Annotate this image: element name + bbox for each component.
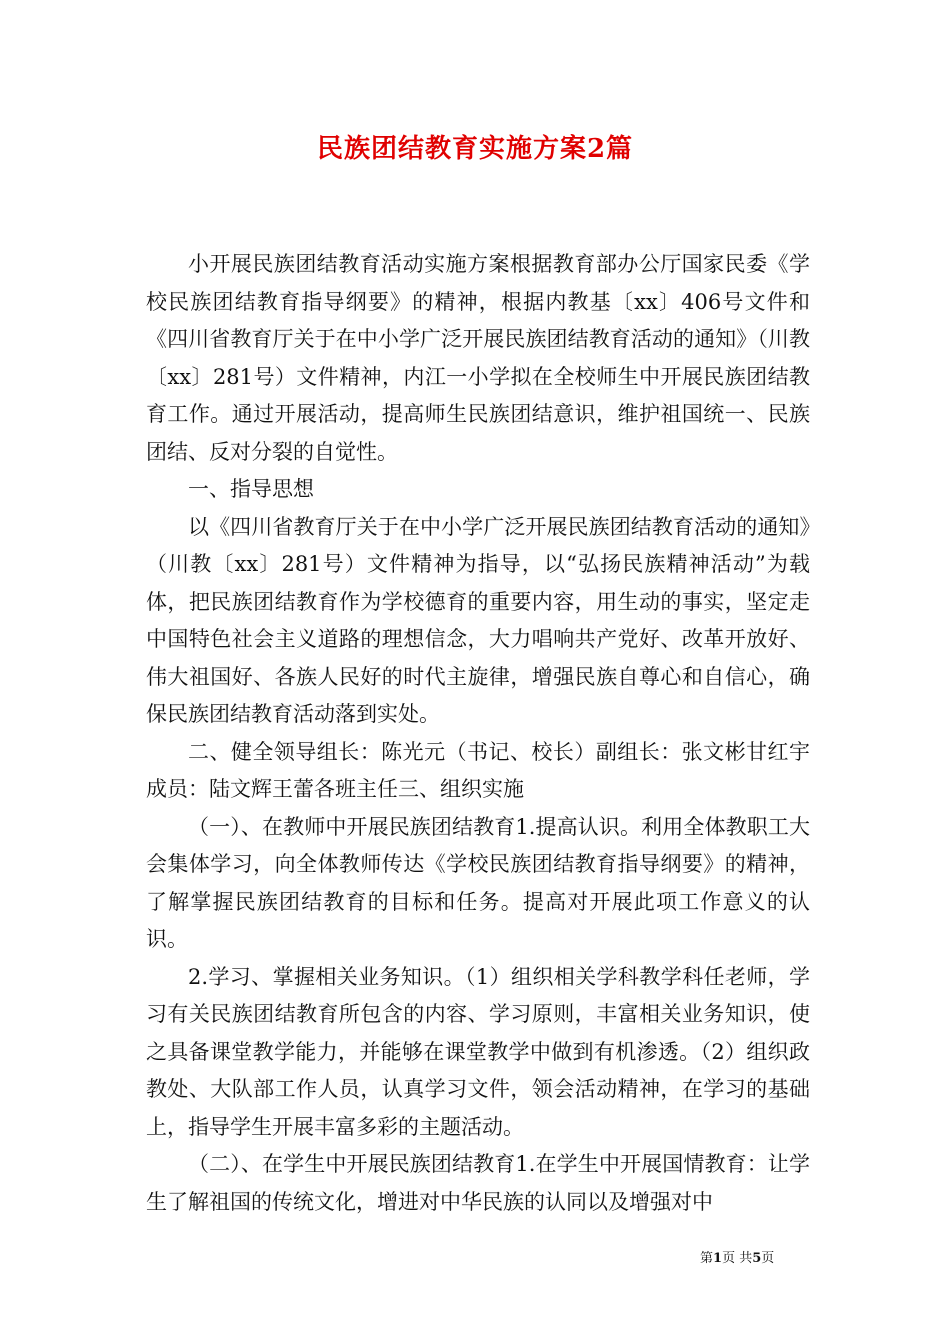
- footer-total-pages: 5: [752, 1251, 762, 1266]
- paragraph-guiding-ideology: 以《四川省教育厅关于在中小学广泛开展民族团结教育活动的通知》（川教〔xx〕281号）文件精神为指导，以“弘扬民族精神活动”为载体，把民族团结教育作为学校德育的重要内容，用生动的事实，坚定走中国特色社会主义道路的理想信念，大力唱响共产党好、改革开放好、伟大祖国好、各族人民好的时代主旋律，增强民族自尊心和自信心，确保民族团结教育活动落到实处。: [146, 514, 810, 726]
- document-body: [146, 246, 810, 1221]
- footer-suffix: 页: [761, 1251, 775, 1266]
- heading-guiding-ideology: 一、指导思想: [188, 477, 314, 501]
- footer-current-page: 1: [713, 1251, 723, 1266]
- footer-prefix: 第: [700, 1251, 714, 1266]
- paragraph-intro: 小开展民族团结教育活动实施方案根据教育部办公厅国家民委《学校民族团结教育指导纲要》的精神，根据内教基〔xx〕406号文件和《四川省教育厅关于在中小学广泛开展民族团结教育活动的通知》（川教〔xx〕281号）文件精神，内江一小学拟在全校师生中开展民族团结教育工作。通过开展活动，提高师生民族团结意识，维护祖国统一、民族团结、反对分裂的自觉性。: [146, 252, 810, 464]
- paragraph-student-education: （二）、在学生中开展民族团结教育1.在学生中开展国情教育：让学生了解祖国的传统文化，增进对中华民族的认同以及增强对中: [146, 1152, 810, 1214]
- footer-middle: 页 共: [722, 1251, 753, 1266]
- paragraph-teacher-education: （一）、在教师中开展民族团结教育1.提高认识。利用全体教职工大会集体学习，向全体教师传达《学校民族团结教育指导纲要》的精神，了解掌握民族团结教育的目标和任务。提高对开展此项工作意义的认识。: [146, 814, 810, 951]
- document-title: 民族团结教育实施方案2篇: [316, 134, 634, 164]
- paragraph-leadership: 二、健全领导组长：陈光元（书记、校长）副组长：张文彬甘红宇成员：陆文辉王蕾各班主任三、组织实施: [146, 739, 810, 801]
- page-footer: [700, 1247, 820, 1266]
- paragraph-business-knowledge: 2.学习、掌握相关业务知识。（1）组织相关学科教学科任老师，学习有关民族团结教育所包含的内容、学习原则，丰富相关业务知识，使之具备课堂教学能力，并能够在课堂教学中做到有机渗透。（2）组织政教处、大队部工作人员，认真学习文件，领会活动精神，在学习的基础上，指导学生开展丰富多彩的主题活动。: [146, 964, 810, 1139]
